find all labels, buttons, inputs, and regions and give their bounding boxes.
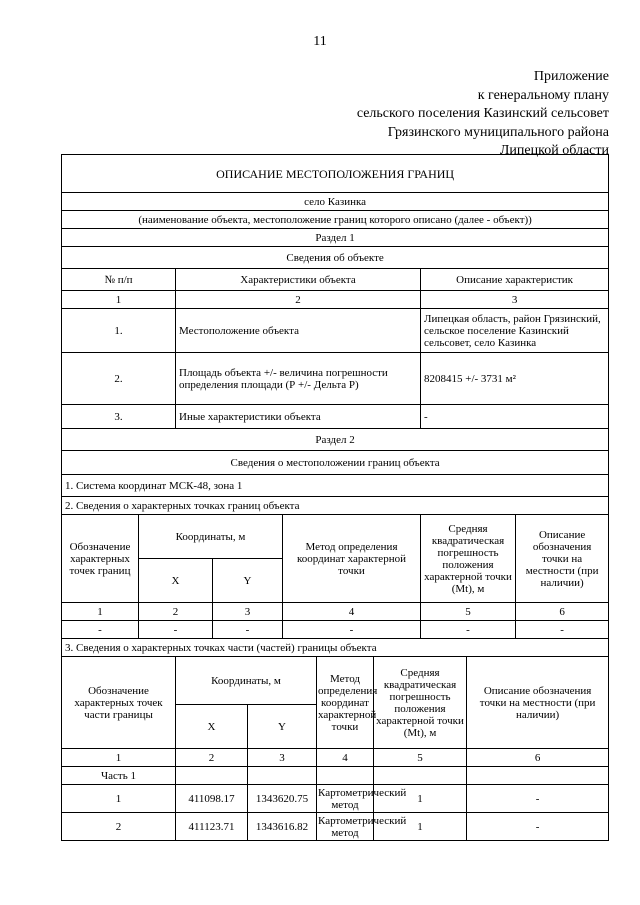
appendix-line: Липецкой области [499,143,609,158]
table-row [62,785,609,813]
table-cell: - [62,621,139,639]
appendix-line: к генеральному плану [477,87,609,103]
column-header: Обозначение характерных точек границ [62,515,139,603]
boundary-description-table [61,154,609,841]
table-cell: - [213,621,283,639]
row-number: 1. [62,309,176,353]
error-cell: 1 [374,785,467,813]
page-number: 11 [313,34,327,49]
column-header: Описание обозначения точки на местности (при наличии) [467,657,609,749]
column-header: № п/п [62,269,176,291]
column-header: Координаты, м [139,515,283,559]
section1-subtitle: Сведения об объекте [62,247,609,269]
table-row [62,621,609,639]
object-caption: (наименование объекта, местоположение границ которого описано (далее - объект)) [62,211,609,229]
appendix-header [357,68,609,161]
part-label: Часть 1 [62,767,176,785]
parts-header-row [62,657,609,705]
row-number: 3. [62,405,176,429]
section2-subtitle: Сведения о местоположении границ объекта [62,451,609,475]
point-cell: 2 [62,813,176,841]
row-number: 2. [62,353,176,405]
description-cell: Липецкая область, район Грязинский, сельское поселение Казинский сельсовет, село Казинка [421,309,609,353]
column-number: 2 [176,291,421,309]
appendix-line: сельского поселения Казинский сельсовет [356,106,609,121]
table-cell: - [421,621,516,639]
description-cell: 8208415 +/- 3731 м² [421,353,609,405]
column-header: Описание обозначения точки на местности (при наличии) [516,515,609,603]
description-cell: - [421,405,609,429]
column-header: Характеристики объекта [176,269,421,291]
coordinate-system: 1. Система координат МСК-48, зона 1 [62,475,609,497]
column-header: Описание характеристик [421,269,609,291]
points-title: 2. Сведения о характерных точках границ объекта [62,497,609,515]
part-label-row [62,767,609,785]
parts-title: 3. Сведения о характерных точках части (частей) границы объекта [62,639,609,657]
column-number: 2 [176,749,248,767]
table-row [62,405,609,429]
table-row [62,309,609,353]
point-cell: 1 [62,785,176,813]
column-header: Средняя квадратическая погрешность положения характерной точки (Mt), м [421,515,516,603]
error-cell: 1 [374,813,467,841]
characteristic-cell: Местоположение объекта [176,309,421,353]
method-cell: Картометрический метод [318,814,407,839]
x-cell: 411098.17 [176,785,248,813]
column-header: Координаты, м [176,657,317,705]
points-colnum-row [62,603,609,621]
appendix-line: Грязинского муниципального района [387,124,609,140]
object-name: село Казинка [62,193,609,211]
column-number: 6 [467,749,609,767]
section1-header-row [62,269,609,291]
table-row [62,353,609,405]
column-number: 4 [283,603,421,621]
table-cell: - [283,621,421,639]
document-title: ОПИСАНИЕ МЕСТОПОЛОЖЕНИЯ ГРАНИЦ [62,155,609,193]
column-header: Средняя квадратическая погрешность положения характерной точки (Mt), м [374,657,467,749]
column-number: 3 [213,603,283,621]
column-number: 6 [516,603,609,621]
column-number: 4 [317,749,374,767]
column-number: 1 [62,603,139,621]
characteristic-cell: Иные характеристики объекта [176,405,421,429]
column-number: 3 [421,291,609,309]
table-row [62,813,609,841]
desc-cell: - [467,785,609,813]
y-cell: 1343616.82 [248,813,317,841]
column-header: Y [213,559,283,603]
table-cell: - [516,621,609,639]
column-number: 5 [374,749,467,767]
characteristic-cell: Площадь объекта +/- величина погрешности определения площади (Р +/- Дельта Р) [176,353,421,405]
method-cell: Картометрический метод [318,786,407,811]
column-header: X [176,705,248,749]
section1-title: Раздел 1 [62,229,609,247]
column-header: Y [248,705,317,749]
section1-colnum-row [62,291,609,309]
desc-cell: - [467,813,609,841]
parts-colnum-row [62,749,609,767]
column-header: Обозначение характерных точек части границы [62,657,176,749]
appendix-line: Приложение [533,69,609,84]
column-number: 5 [421,603,516,621]
x-cell: 411123.71 [176,813,248,841]
column-number: 1 [62,291,176,309]
column-header: Метод определения координат характерной точки [283,515,421,603]
column-number: 1 [62,749,176,767]
table-cell: - [139,621,213,639]
points-header-row [62,515,609,559]
column-number: 2 [139,603,213,621]
column-header: X [139,559,213,603]
column-header: Метод определения координат характерной точки [317,657,374,749]
column-number: 3 [248,749,317,767]
y-cell: 1343620.75 [248,785,317,813]
section2-title: Раздел 2 [62,429,609,451]
